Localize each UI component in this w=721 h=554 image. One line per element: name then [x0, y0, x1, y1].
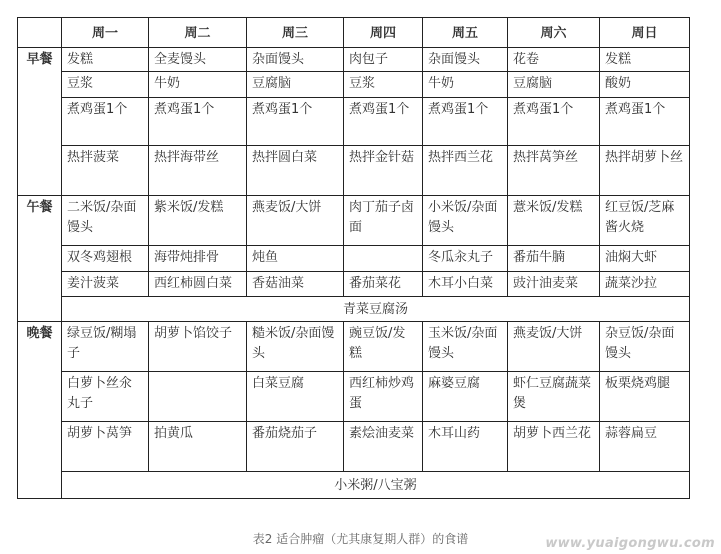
lunch-cell: 紫米饭/发糕 [149, 196, 247, 246]
dinner-cell: 素烩油麦菜 [344, 422, 423, 472]
breakfast-cell: 煮鸡蛋1个 [247, 98, 344, 146]
breakfast-cell: 煮鸡蛋1个 [62, 98, 149, 146]
breakfast-row-2 [18, 72, 690, 98]
breakfast-cell: 煮鸡蛋1个 [508, 98, 600, 146]
header-day-mon: 周一 [62, 18, 149, 48]
header-day-fri: 周五 [423, 18, 508, 48]
dinner-row-3 [18, 422, 690, 472]
header-day-tue: 周二 [149, 18, 247, 48]
breakfast-cell: 煮鸡蛋1个 [423, 98, 508, 146]
lunch-cell: 番茄牛腩 [508, 246, 600, 272]
lunch-cell: 冬瓜汆丸子 [423, 246, 508, 272]
dinner-cell: 蒜蓉扁豆 [600, 422, 690, 472]
dinner-cell: 胡萝卜馅饺子 [149, 322, 247, 372]
breakfast-cell: 牛奶 [423, 72, 508, 98]
breakfast-cell: 热拌圆白菜 [247, 146, 344, 196]
breakfast-cell: 煮鸡蛋1个 [149, 98, 247, 146]
lunch-cell: 双冬鸡翅根 [62, 246, 149, 272]
dinner-cell: 番茄烧茄子 [247, 422, 344, 472]
breakfast-cell: 豆腐脑 [508, 72, 600, 98]
dinner-cell: 木耳山药 [423, 422, 508, 472]
dinner-shared-porridge: 小米粥/八宝粥 [62, 472, 690, 499]
dinner-label: 晚餐 [18, 322, 62, 499]
dinner-cell: 胡萝卜西兰花 [508, 422, 600, 472]
lunch-cell: 番茄菜花 [344, 272, 423, 297]
breakfast-cell: 酸奶 [600, 72, 690, 98]
lunch-cell: 木耳小白菜 [423, 272, 508, 297]
lunch-cell: 薏米饭/发糕 [508, 196, 600, 246]
breakfast-cell: 牛奶 [149, 72, 247, 98]
breakfast-cell: 花卷 [508, 48, 600, 72]
breakfast-cell: 热拌胡萝卜丝 [600, 146, 690, 196]
dinner-cell: 胡萝卜莴笋 [62, 422, 149, 472]
breakfast-cell: 热拌金针菇 [344, 146, 423, 196]
header-day-sun: 周日 [600, 18, 690, 48]
lunch-row-3 [18, 272, 690, 297]
lunch-shared-soup: 青菜豆腐汤 [62, 297, 690, 322]
breakfast-cell: 煮鸡蛋1个 [600, 98, 690, 146]
breakfast-label: 早餐 [18, 48, 62, 196]
breakfast-cell: 热拌海带丝 [149, 146, 247, 196]
dinner-cell: 白萝卜丝氽丸子 [62, 372, 149, 422]
lunch-row-1 [18, 196, 690, 246]
dinner-cell: 燕麦饭/大饼 [508, 322, 600, 372]
dinner-cell [149, 372, 247, 422]
lunch-cell [344, 246, 423, 272]
lunch-cell: 小米饭/杂面馒头 [423, 196, 508, 246]
dinner-cell: 西红柿炒鸡蛋 [344, 372, 423, 422]
dinner-cell: 绿豆饭/糊塌子 [62, 322, 149, 372]
lunch-cell: 油焖大虾 [600, 246, 690, 272]
table-caption: 表2 适合肿瘤（尤其康复期人群）的食谱 [252, 532, 469, 546]
dinner-cell: 虾仁豆腐蔬菜煲 [508, 372, 600, 422]
breakfast-cell: 豆浆 [344, 72, 423, 98]
breakfast-cell: 全麦馒头 [149, 48, 247, 72]
dinner-row-2 [18, 372, 690, 422]
breakfast-cell: 杂面馒头 [247, 48, 344, 72]
header-day-wed: 周三 [247, 18, 344, 48]
lunch-cell: 炖鱼 [247, 246, 344, 272]
lunch-row-2 [18, 246, 690, 272]
dinner-cell: 糙米饭/杂面馒头 [247, 322, 344, 372]
lunch-label: 午餐 [18, 196, 62, 322]
dinner-cell: 麻婆豆腐 [423, 372, 508, 422]
dinner-cell: 白菜豆腐 [247, 372, 344, 422]
lunch-cell: 海带炖排骨 [149, 246, 247, 272]
lunch-cell: 二米饭/杂面馒头 [62, 196, 149, 246]
breakfast-cell: 发糕 [62, 48, 149, 72]
meal-plan-table [17, 17, 690, 499]
lunch-cell: 豉汁油麦菜 [508, 272, 600, 297]
site-watermark: www.yuaigongwu.com [545, 536, 715, 551]
lunch-cell: 肉丁茄子卤面 [344, 196, 423, 246]
lunch-cell: 香菇油菜 [247, 272, 344, 297]
dinner-cell: 豌豆饭/发糕 [344, 322, 423, 372]
breakfast-cell: 煮鸡蛋1个 [344, 98, 423, 146]
lunch-cell: 燕麦饭/大饼 [247, 196, 344, 246]
header-corner [18, 18, 62, 48]
header-row [18, 18, 690, 48]
dinner-cell: 玉米饭/杂面馒头 [423, 322, 508, 372]
breakfast-cell: 热拌菠菜 [62, 146, 149, 196]
lunch-cell: 姜汁菠菜 [62, 272, 149, 297]
breakfast-row-4 [18, 146, 690, 196]
breakfast-cell: 豆腐脑 [247, 72, 344, 98]
breakfast-cell: 热拌莴笋丝 [508, 146, 600, 196]
dinner-cell: 杂豆饭/杂面馒头 [600, 322, 690, 372]
header-day-sat: 周六 [508, 18, 600, 48]
dinner-cell: 拍黄瓜 [149, 422, 247, 472]
dinner-row-1 [18, 322, 690, 372]
lunch-cell: 红豆饭/芝麻酱火烧 [600, 196, 690, 246]
dinner-cell: 板栗烧鸡腿 [600, 372, 690, 422]
lunch-cell: 蔬菜沙拉 [600, 272, 690, 297]
lunch-shared-row [18, 297, 690, 322]
dinner-shared-row [18, 472, 690, 499]
breakfast-cell: 肉包子 [344, 48, 423, 72]
breakfast-row-1 [18, 48, 690, 72]
breakfast-row-3 [18, 98, 690, 146]
breakfast-cell: 豆浆 [62, 72, 149, 98]
breakfast-cell: 发糕 [600, 48, 690, 72]
breakfast-cell: 杂面馒头 [423, 48, 508, 72]
breakfast-cell: 热拌西兰花 [423, 146, 508, 196]
header-day-thu: 周四 [344, 18, 423, 48]
lunch-cell: 西红柿圆白菜 [149, 272, 247, 297]
